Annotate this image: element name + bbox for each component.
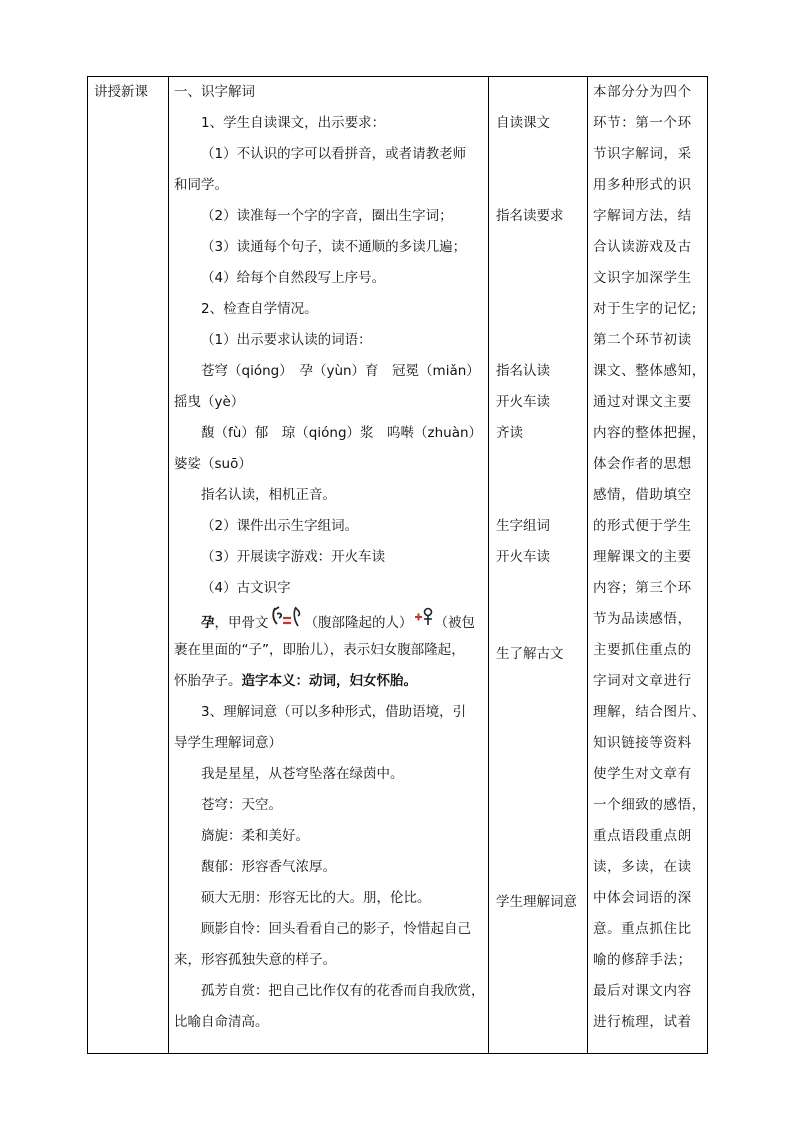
intent-line: 主要抓住重点的 (593, 642, 692, 658)
intent-line: 理解，结合图片、 (593, 704, 706, 720)
intent-line: 使学生对文章有 (593, 766, 692, 782)
content-cell (169, 77, 489, 1054)
content-line: 导学生理解词意） (174, 735, 282, 751)
activity-item: 生字组词 (496, 518, 550, 534)
content-line: 2、检查自学情况。 (201, 301, 318, 317)
intent-line: 一个细致的感悟， (593, 797, 706, 813)
intent-line: 课文、整体感知， (593, 363, 706, 379)
content-line: （3）读通每个句子，读不通顺的多读几遍； (201, 239, 467, 255)
character-yun: 孕 (201, 615, 215, 631)
activity-item: 开火车读 (496, 394, 550, 410)
intent-line: 环节：第一个环 (593, 115, 692, 131)
section-label: 讲授新课 (94, 84, 148, 100)
content-line: （1）不认识的字可以看拼音，或者请教老师 (201, 146, 467, 162)
content-line: 顾影自怜：回头看看自己的影子，怜惜起自己 (201, 921, 471, 937)
intent-line: 节为品读感悟， (593, 611, 692, 627)
intent-line: 体会作者的思想 (593, 456, 692, 472)
content-line: 摇曳（yè） (174, 394, 245, 410)
content-line: 来，形容孤独失意的样子。 (174, 952, 336, 968)
intent-line: 意。重点抓住比 (593, 921, 692, 937)
content-line: （2）读准每一个字的字音，圈出生字词； (201, 208, 453, 224)
intent-line: 内容；第三个环 (593, 580, 692, 596)
intent-line: 第二个环节初读 (593, 332, 692, 348)
table-row (88, 77, 708, 1054)
intent-line: 文识字加深学生 (593, 270, 692, 286)
intent-line: 最后对课文内容 (593, 983, 692, 999)
content-line: 孕，甲骨文 （腹部隆起的人） （被包 (201, 604, 488, 635)
activity-item: 指名认读 (496, 363, 550, 379)
activity-item: 指名读要求 (496, 208, 564, 224)
intent-line: 节识字解词，采 (593, 146, 692, 162)
activity-item: 齐读 (496, 425, 523, 441)
intent-line: 理解课文的主要 (593, 549, 692, 565)
intent-line: 字解词方法，结 (593, 208, 692, 224)
activity-item: 开火车读 (496, 549, 550, 565)
content-line: 怀胎孕子。造字本义：动词，妇女怀胎。 (174, 673, 417, 689)
intent-line: 中体会词语的深 (593, 890, 692, 906)
intent-line: 字词对文章进行 (593, 673, 692, 689)
content-line: （1）出示要求认读的词语： (201, 332, 372, 348)
intent-line: 知识链接等资料 (593, 735, 692, 751)
content-line: （4）古文识字 (201, 580, 291, 596)
intent-line: 进行梳理，试着 (593, 1014, 692, 1030)
content-line: 婆娑（suō） (174, 456, 252, 472)
lesson-table (87, 76, 708, 1054)
intent-line: 读，多读，在读 (593, 859, 692, 875)
intent-line: 本部分分为四个 (593, 84, 692, 100)
content-line: 指名认读，相机正音。 (201, 487, 336, 503)
content-line: 苍穹（qióng） 孕（yùn）育 冠冕（miǎn） (201, 363, 480, 379)
intent-line: 内容的整体把握， (593, 425, 706, 441)
content-line: 比喻自命清高。 (174, 1014, 269, 1030)
content-line: 3、理解词意（可以多种形式，借助语境，引 (201, 704, 467, 720)
activity-item: 学生理解词意 (496, 894, 577, 910)
content-line: 裹在里面的“子”，即胎儿），表示妇女腹部隆起， (174, 642, 465, 658)
content-line: 苍穹：天空。 (201, 797, 282, 813)
intent-line: 合认读游戏及古 (593, 239, 692, 255)
content-line: 馥郁：形容香气浓厚。 (201, 859, 336, 875)
intent-line: 对于生字的记忆; (593, 301, 697, 317)
content-line: 和同学。 (174, 177, 228, 193)
intent-line: 喻的修辞手法； (593, 952, 692, 968)
content-line: （4）给每个自然段写上序号。 (201, 270, 386, 286)
intent-line: 感情，借助填空 (593, 487, 692, 503)
intent-line: 重点语段重点朗 (593, 828, 692, 844)
character-meaning: 造字本义：动词，妇女怀胎。 (241, 673, 417, 689)
intent-line: 通过对课文主要 (593, 394, 692, 410)
intent-line: 的形式便于学生 (593, 518, 692, 534)
activity-item: 生了解古文 (496, 646, 564, 662)
content-line: 我是星星，从苍穹坠落在绿茵中。 (201, 766, 404, 782)
intent-line: 用多种形式的识 (593, 177, 692, 193)
content-line: 一、识字解词 (174, 84, 255, 100)
activity-item: 自读课文 (496, 115, 550, 131)
activity-cell (489, 77, 588, 1054)
content-line: （2）课件出示生字组词。 (201, 518, 359, 534)
content-line: 硕大无朋：形容无比的大。朋，伦比。 (201, 890, 431, 906)
content-line: 馥（fù）郁 琼（qióng）浆 呜啭（zhuàn） (201, 425, 483, 441)
content-line: 孤芳自赏：把自己比作仅有的花香而自我欣赏， (201, 983, 485, 999)
content-line: 1、学生自读课文，出示要求： (201, 115, 386, 131)
content-line: （3）开展读字游戏：开火车读 (201, 549, 386, 565)
content-line: 旖旎：柔和美好。 (201, 828, 309, 844)
section-cell (88, 77, 169, 1054)
design-intent-cell (588, 77, 708, 1054)
